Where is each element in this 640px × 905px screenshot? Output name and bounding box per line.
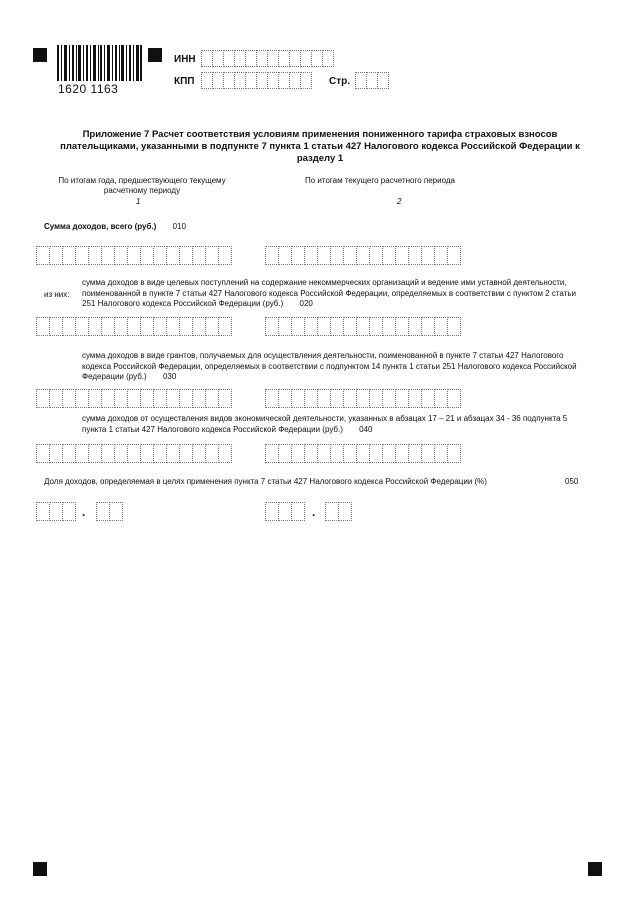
row-040-col1-cells[interactable] xyxy=(36,444,231,463)
column-1-header: По итогам года, предшествующего текущему расчетному периоду xyxy=(58,176,226,195)
row-020-code: 020 xyxy=(299,299,313,308)
row-010-text: Сумма доходов, всего (руб.) xyxy=(44,222,157,231)
row-020-col1-cells[interactable] xyxy=(36,317,231,336)
row-040-col2-cells[interactable] xyxy=(265,444,460,463)
row-020-col2-cells[interactable] xyxy=(265,317,460,336)
barcode-number: 1620 1163 xyxy=(58,82,119,96)
row-050-col2-decimal-dot: . xyxy=(312,505,316,519)
row-030-code: 030 xyxy=(162,372,177,381)
row-030-label xyxy=(82,351,582,383)
row-020-label xyxy=(82,278,582,310)
row-010-label xyxy=(44,222,186,233)
row-040-text: сумма доходов от осуществления видов экономической деятельности, указанных в абзацах 17 – 21 и абзацах 34 - 36 подпункта 5 пункта 1 статьи 427 Налогового кодекса Российской Федерации (руб.) xyxy=(82,414,568,434)
kpp-label: КПП xyxy=(174,76,195,87)
row-030-col1-cells[interactable] xyxy=(36,389,231,408)
page-title: Приложение 7 Расчет соответствия условиям применения пониженного тарифа страховых взносов плательщиками, указанными в подпункте 7 пункта 1 статьи 427 Налогового кодекса Российской Федерации к разделу 1 xyxy=(60,129,580,164)
row-050-col1-decimal-dot: . xyxy=(82,505,86,519)
kpp-cells[interactable] xyxy=(201,72,311,89)
row-040-label xyxy=(82,414,572,435)
row-050-code: 050 xyxy=(565,477,579,486)
corner-marker-top-left xyxy=(33,48,47,62)
page-cells[interactable] xyxy=(355,72,388,89)
barcode-image xyxy=(57,45,142,85)
column-2-number: 2 xyxy=(397,197,402,206)
inn-cells[interactable] xyxy=(201,50,333,67)
corner-marker-bottom-right xyxy=(588,862,602,876)
row-040-code: 040 xyxy=(359,424,373,434)
row-010-col1-cells[interactable] xyxy=(36,246,231,265)
column-1-number: 1 xyxy=(136,197,141,206)
row-020-text: сумма доходов в виде целевых поступлений на содержание некоммерческих организаций и ведение ими уставной деятельности, поименованной в пункте 7 статьи 427 Налогового кодекса Российской Федерации, определяемых в соответствии с пунктом 2 статьи 251 Налогового кодекса Российской Федерации (руб.) xyxy=(82,278,576,308)
row-030-col2-cells[interactable] xyxy=(265,389,460,408)
row-050-col2-frac-cells[interactable] xyxy=(325,502,351,521)
row-050-col1-frac-cells[interactable] xyxy=(96,502,122,521)
of-them-label: из них: xyxy=(44,290,70,299)
corner-marker-bottom-left xyxy=(33,862,47,876)
column-2-header: По итогам текущего расчетного периода xyxy=(305,176,455,185)
inn-label: ИНН xyxy=(174,54,196,65)
row-050-col1-int-cells[interactable] xyxy=(36,502,75,521)
page-label: Стр. xyxy=(329,76,351,87)
row-050-label: Доля доходов, определяемая в целях применения пункта 7 статьи 427 Налогового кодекса Российской Федерации (%) xyxy=(44,477,487,486)
row-050-col2-int-cells[interactable] xyxy=(265,502,304,521)
row-030-text: сумма доходов в виде грантов, получаемых для осуществления деятельности, поименованной в пункте 7 статьи 427 Налогового кодекса Российской Федерации, определяемых в соответствии с подпунктом 14 пункта 1 статьи 251 Налогового кодекса Российской Федерации (руб.) xyxy=(82,351,577,381)
row-010-col2-cells[interactable] xyxy=(265,246,460,265)
corner-marker-top-mid xyxy=(148,48,162,62)
row-010-code: 010 xyxy=(172,222,186,231)
